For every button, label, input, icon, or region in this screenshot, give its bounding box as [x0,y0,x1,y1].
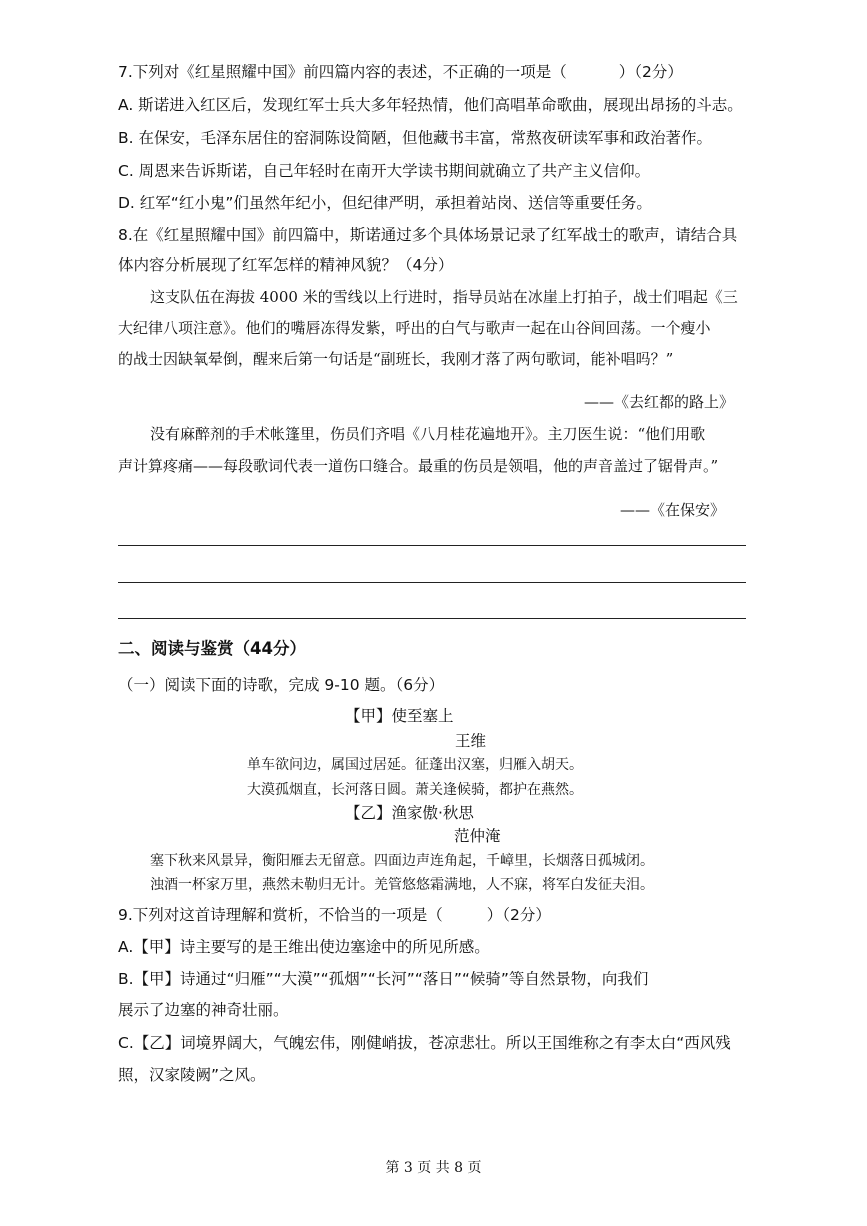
q9-option-c-line1: C.【乙】词境界阔大，气魄宏伟，刚健峭拔，苍凉悲壮。所以王国维称之有李太白“西风残 [118,1034,731,1052]
q9-stem [118,905,551,925]
q9-option-a: A.【甲】诗主要写的是王维出使边塞途中的所见所感。 [118,938,490,956]
q8-passage1-line2: 大纪律八项注意》。他们的嘴唇冻得发紫，呼出的白气与歌声一起在山谷间回荡。一个瘦小 [118,319,711,337]
poem-a-title: 【甲】使至塞上 [345,707,454,725]
q8-source1: ——《去红都的路上》 [584,393,735,411]
q8-passage1-line1: 这支队伍在海拔 4000 米的雪线以上行进时，指导员站在冰崖上打拍子，战士们唱起《三 [150,288,738,306]
q9-stem-text: 9.下列对这首诗理解和赏析，不恰当的一项是（ [118,906,443,924]
q9-option-b-line1: B.【甲】诗通过“归雁”“大漠”“孤烟”“长河”“落日”“候骑”等自然景物，向我们 [118,970,649,988]
poem-a-line1: 单车欲问边，属国过居延。征蓬出汉塞，归雁入胡天。 [247,757,583,773]
q9-option-c-line2: 照，汉家陵阙”之风。 [118,1066,266,1084]
q9-score: ）（2分） [486,906,551,924]
poem-b-title: 【乙】渔家傲·秋思 [345,804,474,822]
q7-option-b: B. 在保安，毛泽东居住的窑洞陈设简陋，但他藏书丰富，常熬夜研读军事和政治著作。 [118,129,712,147]
poem-b-line2: 浊酒一杯家万里，燕然未勒归无计。羌管悠悠霜满地，人不寐，将军白发征夫泪。 [150,877,654,893]
answer-line-1[interactable] [118,545,746,546]
q8-passage2-line1: 没有麻醉剂的手术帐篷里，伤员们齐唱《八月桂花遍地开》。主刀医生说：“他们用歌 [150,425,706,443]
poem-a-author: 王维 [455,732,487,750]
q8-passage2-line2: 声计算疼痛——每段歌词代表一道伤口缝合。最重的伤员是领唱，他的声音盖过了锯骨声。” [118,457,719,475]
page-number: 第 3 页 共 8 页 [385,1160,482,1176]
q7-stem-text: 7.下列对《红星照耀中国》前四篇内容的表述，不正确的一项是（ [118,63,567,81]
q7-option-c: C. 周恩来告诉斯诺，自己年轻时在南开大学读书期间就确立了共产主义信仰。 [118,162,651,180]
q7-option-a: A. 斯诺进入红区后，发现红军士兵大多年轻热情，他们高唱革命歌曲，展现出昂扬的斗志。 [118,96,743,114]
answer-line-3[interactable] [118,618,746,619]
answer-line-2[interactable] [118,582,746,583]
poem-b-line1: 塞下秋来风景异，衡阳雁去无留意。四面边声连角起，千嶂里，长烟落日孤城闭。 [150,853,654,869]
subsection-heading: （一）阅读下面的诗歌，完成 9-10 题。（6分） [118,676,445,694]
q8-stem-line2: 体内容分析展现了红军怎样的精神风貌？（4分） [118,256,454,274]
q8-passage1-line3: 的战士因缺氧晕倒，醒来后第一句话是“副班长，我刚才落了两句歌词，能补唱吗？” [118,350,674,368]
q7-option-d: D. 红军“红小鬼”们虽然年纪小，但纪律严明，承担着站岗、送信等重要任务。 [118,194,652,212]
q7-stem [118,62,683,82]
q8-source2: ——《在保安》 [620,501,726,519]
q8-stem-line1: 8.在《红星照耀中国》前四篇中，斯诺通过多个具体场景记录了红军战士的歌声，请结合具 [118,226,738,244]
section-heading: 二、阅读与鉴赏（44分） [118,639,306,658]
q7-score: ）（2分） [618,63,683,81]
q9-option-b-line2: 展示了边塞的神奇壮丽。 [118,1001,289,1019]
poem-a-line2: 大漠孤烟直，长河落日圆。萧关逢候骑，都护在燕然。 [247,782,583,798]
poem-b-author: 范仲淹 [454,827,501,845]
